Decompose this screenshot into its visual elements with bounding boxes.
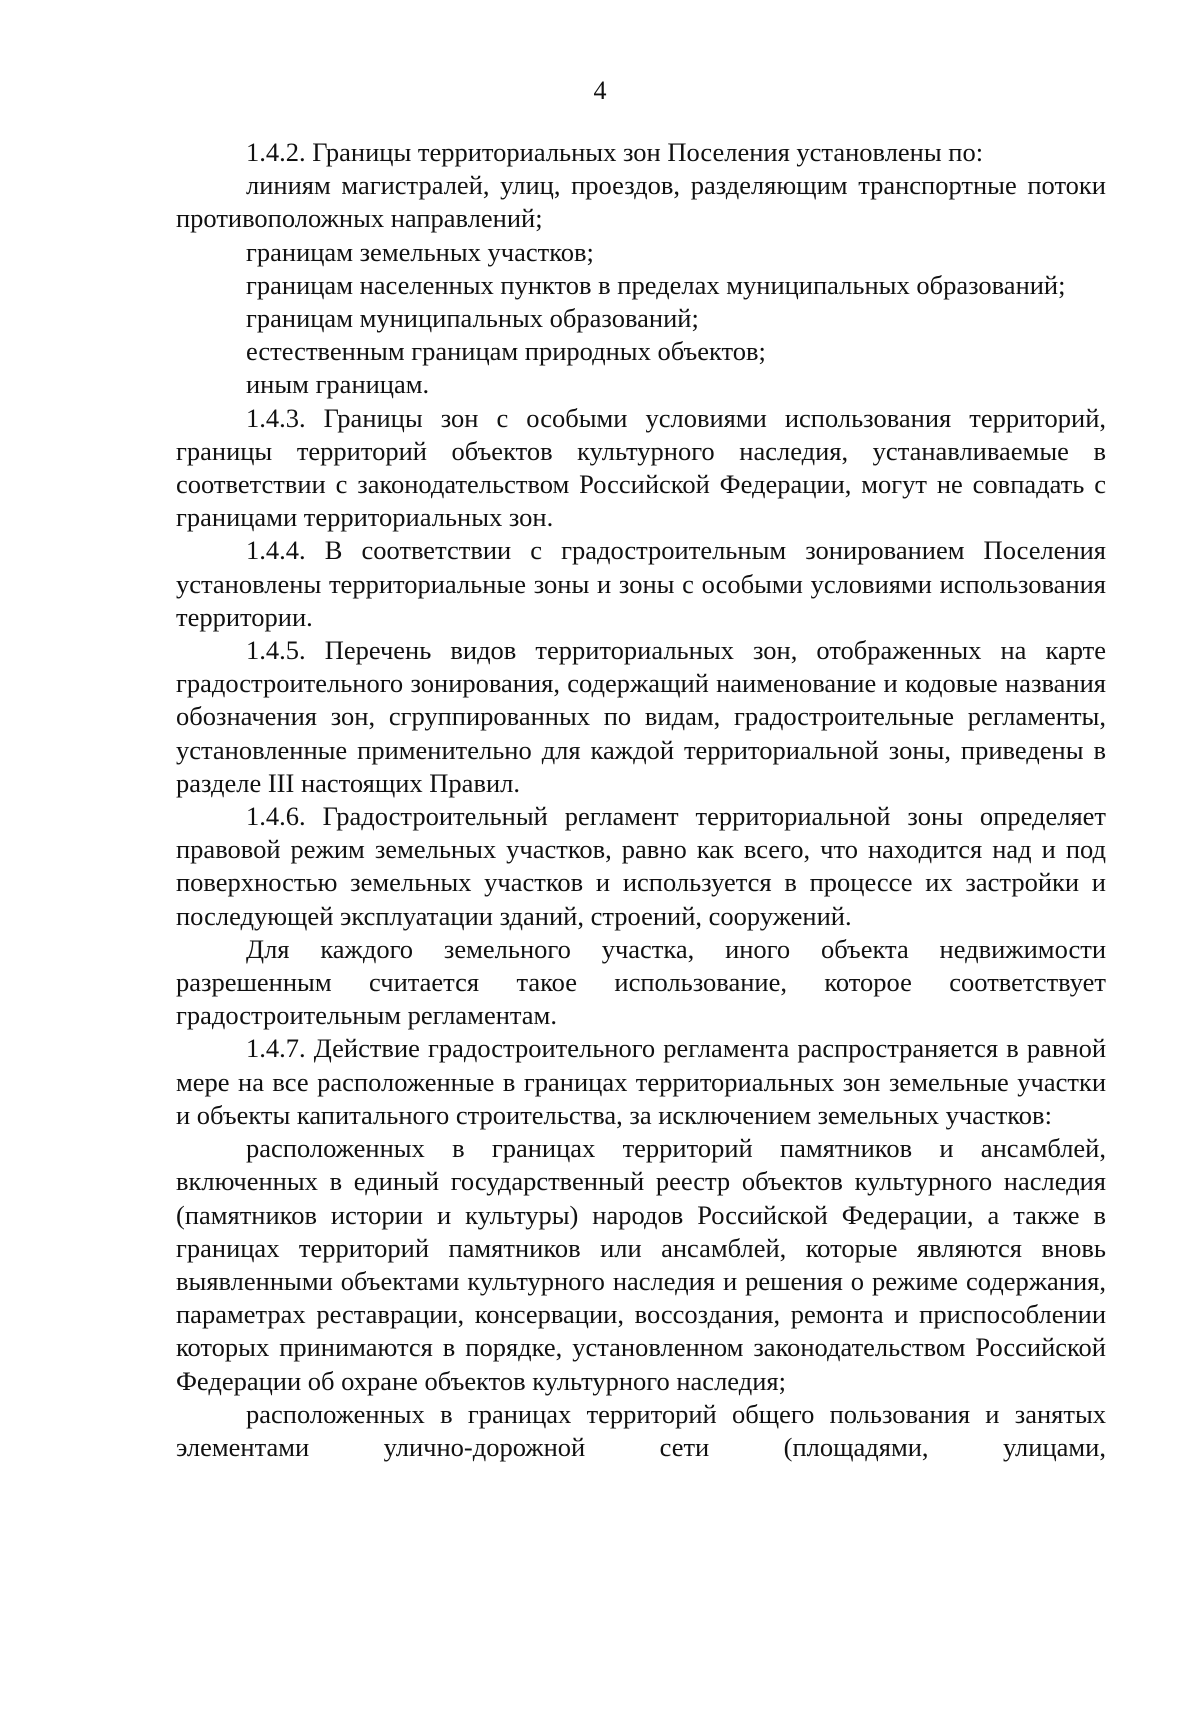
list-item-land-plots: границам земельных участков; (246, 236, 594, 267)
document-body (176, 136, 1106, 1464)
list-item-settlements: границам населенных пунктов в пределах муниципальных образований; (246, 269, 1066, 300)
paragraph-1-4-4: 1.4.4. В соответствии с градостроительным зонированием Поселения установлены территориальные зоны и зоны с особыми условиями использования территории. (176, 535, 1106, 632)
paragraph-1-4-5: 1.4.5. Перечень видов территориальных зон, отображенных на карте градостроительного зонирования, содержащий наименование и кодовые названия обозначения зон, сгруппированных по видам, градостроительные регламенты, установленные применительно для каждой территориальной зоны, приведены в разделе III настоящих Правил. (176, 635, 1106, 798)
list-item-public-territories: расположенных в границах территорий общего пользования и занятых элементами улично-дорожной сети (площадями, улицами, (176, 1398, 1106, 1462)
list-item-natural-boundaries: естественным границам природных объектов; (246, 336, 766, 367)
paragraph-permitted-use: Для каждого земельного участка, иного объекта недвижимости разрешенным считается такое использование, которое соответствует градостроительным регламентам. (176, 933, 1106, 1031)
paragraph-1-4-2: 1.4.2. Границы территориальных зон Поселения установлены по: (246, 137, 984, 167)
paragraph-1-4-6: 1.4.6. Градостроительный регламент территориальной зоны определяет правовой режим земельных участков, равно как всего, что находится над и под поверхностью земельных участков и используется в процессе их застройки и последующей эксплуатации зданий, строений, сооружений. (176, 801, 1106, 931)
list-item-other-boundaries: иным границам. (246, 369, 430, 400)
page-number: 4 (593, 76, 607, 105)
paragraph-1-4-3: 1.4.3. Границы зон с особыми условиями использования территорий, границы территорий объектов культурного наследия, устанавливаемые в соответствии с законодательством Российской Федерации, могут не совпадать с границами территориальных зон. (176, 402, 1106, 533)
list-item-heritage-territories: расположенных в границах территорий памятников и ансамблей, включенных в единый государственный реестр объектов культурного наследия (памятников истории и культуры) народов Российской Федерации, а также в границах территорий памятников или ансамблей, которые являются вновь выявленными объектами культурного наследия и решения о режиме содержания, параметрах реставрации, консервации, воссоздания, ремонта и приспособлении которых принимаются в порядке, установленном законодательством Российской Федерации об охране объектов культурного наследия; (176, 1133, 1106, 1396)
list-item-highways: линиям магистралей, улиц, проездов, разделяющим транспортные потоки противоположных направлений; (176, 170, 1106, 234)
list-item-municipalities: границам муниципальных образований; (246, 303, 699, 334)
paragraph-1-4-7: 1.4.7. Действие градостроительного регламента распространяется в равной мере на все расположенные в границах территориальных зон земельные участки и объекты капитального строительства, за исключением земельных участков: (176, 1033, 1106, 1130)
